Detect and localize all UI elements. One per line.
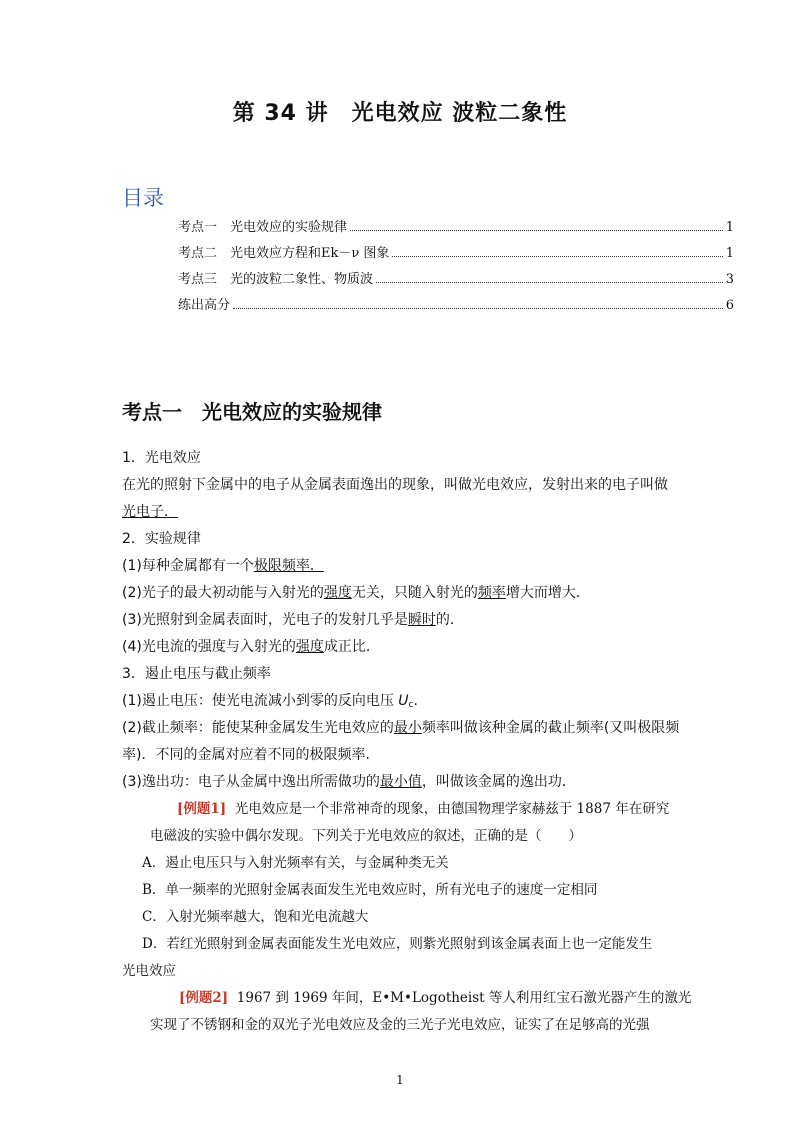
example-line: 电磁波的实验中偶尔发现。下列关于光电效应的叙述，正确的是（ ） bbox=[150, 828, 582, 844]
rule-text: 的． bbox=[435, 612, 464, 628]
example-line bbox=[122, 985, 692, 1012]
underlined-term: 瞬时 bbox=[407, 612, 436, 628]
page-number: 1 bbox=[396, 1073, 404, 1087]
toc-leader bbox=[392, 256, 722, 257]
option-a: A．遏止电压只与入射光频率有关，与金属种类无关 bbox=[142, 855, 449, 871]
example-line: 实现了不锈钢和金的双光子光电效应及金的三光子光电效应，证实了在足够高的光强 bbox=[150, 1017, 650, 1033]
toc-leader bbox=[233, 308, 723, 309]
definition-text: ，叫做该金属的逸出功． bbox=[421, 774, 576, 790]
toc-item-label: 考点二 光电效应方程和Ek－ν 图象 bbox=[178, 246, 390, 261]
rule-text: (2)光子的最大初动能与入射光的 bbox=[122, 585, 324, 601]
example-text: 光电效应是一个非常神奇的现象，由德国物理学家赫兹于 1887 年在研究 bbox=[234, 801, 670, 817]
rule-text: 增大而增大． bbox=[505, 585, 590, 601]
rule-item bbox=[122, 607, 682, 634]
underlined-term: 强度 bbox=[295, 639, 324, 655]
rule-item bbox=[122, 580, 682, 607]
toc-item-label: 练出高分 bbox=[178, 298, 231, 313]
toc-item-page: 1 bbox=[725, 220, 734, 235]
toc-heading: 目录 bbox=[122, 186, 164, 210]
example-tag: [例题1] bbox=[177, 801, 227, 817]
definition-text: (3)逸出功：电子从金属中逸出所需做功的 bbox=[122, 774, 380, 790]
rule-text: (4)光电流的强度与入射光的 bbox=[122, 639, 296, 655]
rule-item bbox=[122, 553, 682, 580]
toc-leader bbox=[376, 282, 723, 283]
rule-item bbox=[122, 634, 682, 661]
rule-text: 无关，只随入射光的 bbox=[351, 585, 478, 601]
variable-subscript: c bbox=[408, 700, 414, 710]
underlined-term: 频率 bbox=[477, 585, 506, 601]
definition-text: (1)遏止电压：使光电流减小到零的反向电压 bbox=[122, 693, 399, 709]
variable: U bbox=[398, 693, 409, 709]
rule-text: (1)每种金属都有一个 bbox=[122, 558, 254, 574]
rule-text: 成正比． bbox=[323, 639, 380, 655]
example-2 bbox=[122, 985, 692, 1039]
toc-item[interactable] bbox=[178, 268, 734, 294]
toc-item[interactable] bbox=[178, 216, 734, 242]
toc-item[interactable] bbox=[178, 242, 734, 268]
underlined-term: 强度 bbox=[323, 585, 352, 601]
toc-item[interactable] bbox=[178, 294, 734, 320]
example-1 bbox=[122, 796, 682, 985]
subheading: 2．实验规律 bbox=[122, 531, 201, 547]
paragraph-line bbox=[122, 499, 682, 526]
example-tag: [例题2] bbox=[179, 990, 229, 1006]
underlined-term: 最小值 bbox=[379, 774, 422, 790]
section-body bbox=[122, 445, 692, 1039]
toc-item-page: 6 bbox=[725, 298, 734, 313]
definition-text: ． bbox=[413, 693, 428, 709]
toc-item-page: 3 bbox=[725, 272, 734, 287]
option-d-continued: 光电效应 bbox=[122, 963, 176, 979]
option-d: D．若红光照射到金属表面能发生光电效应，则紫光照射到该金属表面上也一定能发生 bbox=[142, 936, 653, 952]
example-line bbox=[122, 796, 682, 823]
subheading: 3．遏止电压与截止频率 bbox=[122, 666, 271, 682]
page-title: 第 34 讲 光电效应 波粒二象性 bbox=[232, 101, 568, 126]
definition-item bbox=[122, 769, 682, 796]
table-of-contents bbox=[178, 216, 734, 320]
definition-text: 频率叫做该种金属的截止频率(又叫极限频 bbox=[421, 720, 680, 736]
underlined-term: 光电子． bbox=[122, 504, 178, 520]
toc-item-label: 考点一 光电效应的实验规律 bbox=[178, 220, 348, 235]
underlined-term: 极限频率． bbox=[253, 558, 324, 574]
underlined-term: 最小 bbox=[393, 720, 422, 736]
definition-text: (2)截止频率：能使某种金属发生光电效应的 bbox=[122, 720, 394, 736]
option-b: B．单一频率的光照射金属表面发生光电效应时，所有光电子的速度一定相同 bbox=[142, 882, 598, 898]
definition-item bbox=[122, 715, 682, 742]
option-c: C．入射光频率越大，饱和光电流越大 bbox=[142, 909, 369, 925]
paragraph-line: 在光的照射下金属中的电子从金属表面逸出的现象，叫做光电效应，发射出来的电子叫做 bbox=[122, 477, 668, 493]
rule-text: (3)光照射到金属表面时，光电子的发射几乎是 bbox=[122, 612, 408, 628]
subheading: 1．光电效应 bbox=[122, 450, 201, 466]
definition-item bbox=[122, 688, 682, 715]
example-text: 1967 到 1969 年间，E•M•Logotheist 等人利用红宝石激光器产生的激光 bbox=[236, 990, 692, 1006]
definition-item: 率)．不同的金属对应着不同的极限频率． bbox=[122, 747, 380, 763]
section-heading: 考点一 光电效应的实验规律 bbox=[122, 400, 382, 424]
toc-item-page: 1 bbox=[725, 246, 734, 261]
toc-leader bbox=[350, 230, 723, 231]
toc-item-label: 考点三 光的波粒二象性、物质波 bbox=[178, 272, 374, 287]
